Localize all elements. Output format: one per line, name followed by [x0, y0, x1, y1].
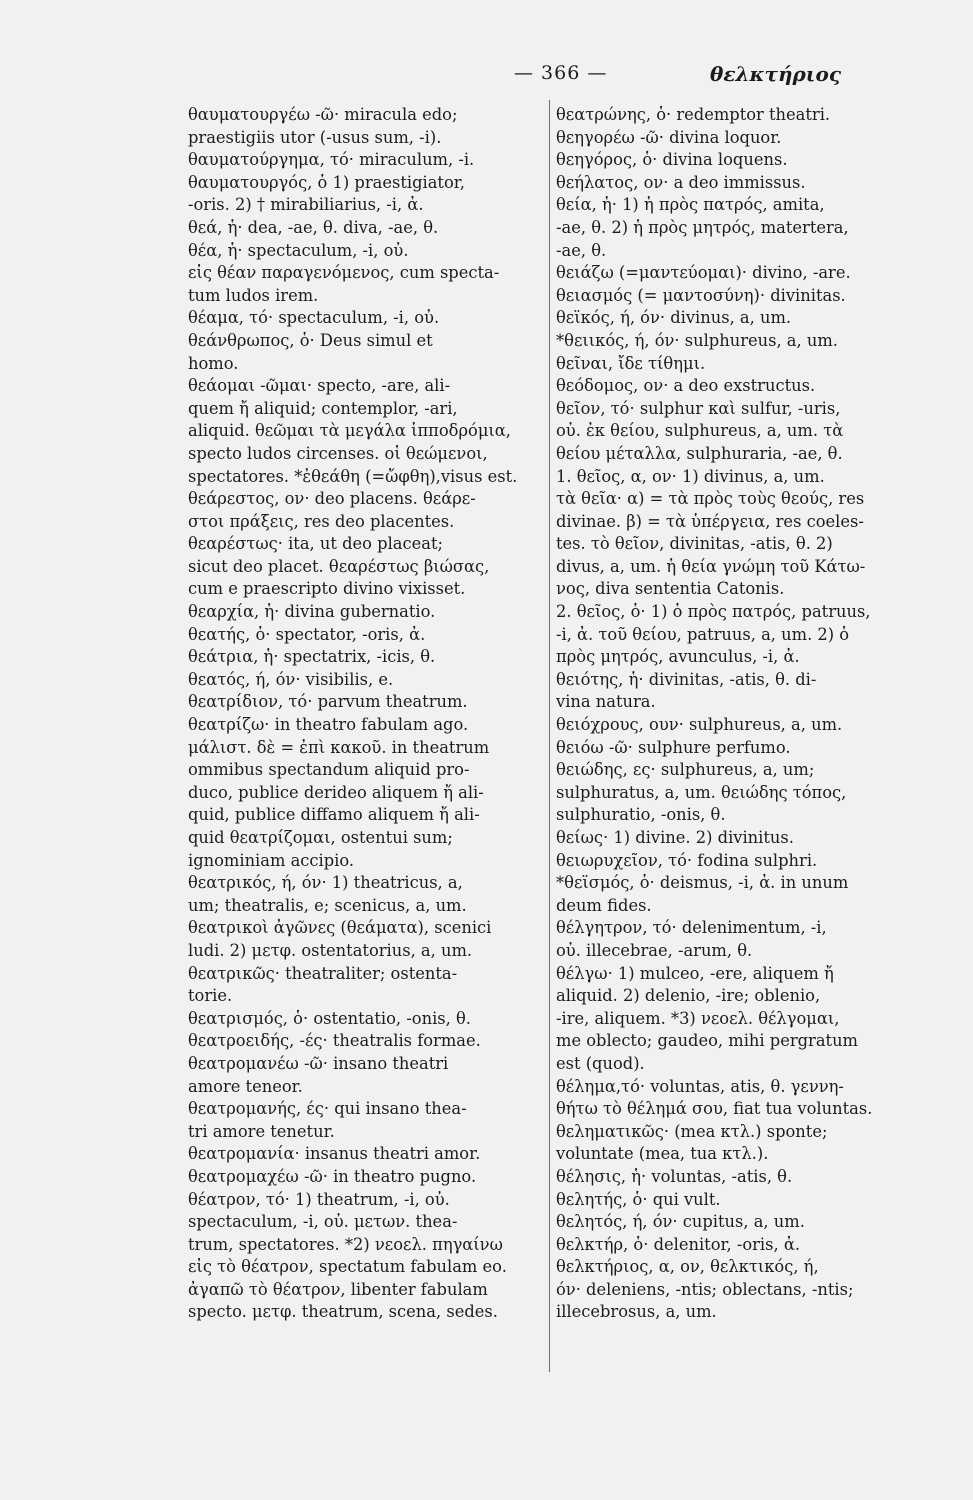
dictionary-line: θήτω τὸ θέλημά σου, fiat tua voluntas. — [556, 1099, 873, 1119]
dictionary-line: θέαμα, τό· spectaculum, -i, οὐ. — [188, 308, 440, 328]
dictionary-line: θεατρίδιον, τό· parvum theatrum. — [188, 692, 468, 712]
dictionary-line: me oblecto; gaudeo, mihi pergratum — [556, 1031, 858, 1051]
dictionary-line: θελητής, ὁ· qui vult. — [556, 1189, 721, 1209]
dictionary-line: θειόω -ῶ· sulphure perfumo. — [556, 737, 791, 757]
dictionary-line: όν· deleniens, -ntis; oblectans, -ntis; — [556, 1279, 854, 1299]
dictionary-line: θαυματουργέω -ῶ· miracula edo; — [188, 105, 458, 124]
dictionary-line: *θειικός, ή, όν· sulphureus, a, um. — [556, 330, 838, 350]
dictionary-line: θειόχρους, ουν· sulphureus, a, um. — [556, 715, 843, 735]
dictionary-line: θείως· 1) divine. 2) divinitus. — [556, 828, 794, 847]
dictionary-line: ludi. 2) μετφ. ostentatorius, a, um. — [188, 940, 473, 960]
dictionary-line: -oris. 2) † mirabiliarius, -i, ἀ. — [188, 195, 424, 215]
dictionary-line: voluntate (mea, tua κτλ.). — [556, 1144, 769, 1164]
dictionary-line: divus, a, um. ἡ θεία γνώμη τοῦ Κάτω- — [556, 556, 866, 576]
dictionary-line: θελκτήριος, α, ον, θελκτικός, ή, — [556, 1257, 819, 1277]
dictionary-line: θελκτήρ, ὁ· delenitor, -oris, ἀ. — [556, 1234, 801, 1254]
dictionary-line: θεαρέστως· ita, ut deo placeat; — [188, 534, 443, 554]
dictionary-line: οὐ. illecebrae, -arum, θ. — [556, 940, 753, 960]
dictionary-line: εἰς τὸ θέατρον, spectatum fabulam eo. — [188, 1257, 507, 1277]
dictionary-line: εἰς θέαν παραγενόμενος, cum specta- — [188, 263, 500, 283]
dictionary-line: spectatores. *ἐθεάθη (=ὤφθη),visus est. — [188, 466, 518, 486]
dictionary-line: θεατρικός, ή, όν· 1) theatricus, a, — [188, 873, 463, 893]
dictionary-line: -ae, θ. 2) ἡ πρὸς μητρός, matertera, — [556, 217, 849, 237]
dictionary-line: θαυματούργημα, τό· miraculum, -i. — [188, 150, 475, 170]
dictionary-line: θέλγω· 1) mulceo, -ere, aliquem ἤ — [556, 963, 834, 983]
dictionary-line: 1. θεῖος, α, ον· 1) divinus, a, um. — [556, 466, 825, 486]
dictionary-line: sulphuratio, -onis, θ. — [556, 805, 726, 825]
dictionary-line: duco, publice derideo aliquem ἤ ali- — [188, 782, 484, 802]
dictionary-line: θέα, ἡ· spectaculum, -i, οὐ. — [188, 240, 409, 260]
dictionary-line: praestigiis utor (-usus sum, -i). — [188, 127, 442, 147]
dictionary-line: quid θεατρίζομαι, ostentui sum; — [188, 828, 453, 847]
dictionary-line: illecebrosus, a, um. — [556, 1302, 717, 1322]
dictionary-line: sulphuratus, a, um. θειώδης τόπος, — [556, 782, 847, 802]
dictionary-line: θειάζω (=μαντεύομαι)· divino, -are. — [556, 263, 851, 283]
dictionary-line: θεῖναι, ἴδε τίθημι. — [556, 353, 706, 373]
dictionary-line: θέλημα,τό· voluntas, atis, θ. γεννη- — [556, 1076, 844, 1096]
dictionary-line: aliquid. 2) delenio, -ire; oblenio, — [556, 986, 821, 1006]
dictionary-line: θειώδης, ες· sulphureus, a, um; — [556, 760, 815, 780]
dictionary-line: quem ἤ aliquid; contemplor, -ari, — [188, 398, 458, 418]
dictionary-line: homo. — [188, 353, 239, 373]
left-column — [188, 104, 544, 1324]
dictionary-line: θεατός, ή, όν· visibilis, e. — [188, 669, 394, 689]
dictionary-line: θεάρεστος, ον· deo placens. θεάρε- — [188, 489, 476, 509]
dictionary-line: θεάνθρωπος, ὁ· Deus simul et — [188, 330, 433, 350]
dictionary-line: θεατρικῶς· theatraliter; ostenta- — [188, 963, 458, 983]
dictionary-line: θεατρομανής, ές· qui insano thea- — [188, 1099, 467, 1119]
dictionary-line: trum, spectatores. *2) νεοελ. πηγαίνω — [188, 1234, 503, 1254]
dictionary-line: -i, ἀ. τοῦ θείου, patruus, a, um. 2) ὁ — [556, 624, 850, 644]
dictionary-line: θεάτρια, ἡ· spectatrix, -icis, θ. — [188, 647, 436, 667]
right-column — [556, 104, 948, 1324]
dictionary-line: specto. μετφ. theatrum, scena, sedes. — [188, 1302, 498, 1322]
dictionary-line: νος, diva sententia Catonis. — [556, 579, 785, 599]
dictionary-line: vina natura. — [556, 692, 656, 712]
dictionary-line: torie. — [188, 986, 233, 1006]
dictionary-line: θεατρώνης, ὁ· redemptor theatri. — [556, 105, 831, 124]
dictionary-line: θεατρισμός, ὁ· ostentatio, -onis, θ. — [188, 1008, 471, 1028]
dictionary-line: θεόδομος, ον· a deo exstructus. — [556, 376, 816, 396]
dictionary-line: θεά, ἡ· dea, -ae, θ. diva, -ae, θ. — [188, 217, 439, 237]
dictionary-line: θεϊκός, ή, όν· divinus, a, um. — [556, 308, 792, 328]
dictionary-line: θαυματουργός, ὁ 1) praestigiator, — [188, 172, 465, 192]
dictionary-line: divinae. β) = τὰ ὑπέργεια, res coeles- — [556, 511, 864, 531]
dictionary-line: θεῖον, τό· sulphur καὶ sulfur, -uris, — [556, 398, 841, 418]
dictionary-line: quid, publice diffamo aliquem ἤ ali- — [188, 805, 480, 825]
dictionary-line: θεάομαι -ῶμαι· specto, -are, ali- — [188, 376, 451, 396]
dictionary-line: μάλιστ. δὲ = ἐπὶ κακοῦ. in theatrum — [188, 737, 490, 757]
dictionary-line: ommibus spectandum aliquid pro- — [188, 760, 470, 780]
dictionary-line: θεατής, ὁ· spectator, -oris, ἀ. — [188, 624, 426, 644]
dictionary-line: θεατρομαχέω -ῶ· in theatro pugno. — [188, 1166, 477, 1186]
dictionary-line: tum ludos irem. — [188, 285, 319, 305]
dictionary-line: οὐ. ἐκ θείου, sulphureus, a, um. τὰ — [556, 421, 844, 441]
dictionary-line: -ae, θ. — [556, 240, 607, 260]
dictionary-line: sicut deo placet. θεαρέστως βιώσας, — [188, 556, 490, 576]
dictionary-line: tri amore tenetur. — [188, 1121, 335, 1141]
dictionary-line: θεληματικῶς· (mea κτλ.) sponte; — [556, 1121, 828, 1141]
dictionary-line: θεατρομανία· insanus theatri amor. — [188, 1144, 481, 1164]
dictionary-line: θεηγόρος, ὁ· divina loquens. — [556, 150, 788, 170]
dictionary-line: θεία, ἡ· 1) ἡ πρὸς πατρός, amita, — [556, 195, 825, 215]
running-head: θελκτήριος — [710, 62, 842, 86]
dictionary-line: θειωρυχεῖον, τό· fodina sulphri. — [556, 850, 818, 870]
page-number: — 366 — — [514, 62, 608, 84]
dictionary-line: θεαρχία, ἡ· divina gubernatio. — [188, 602, 436, 622]
dictionary-line: θεατρίζω· in theatro fabulam ago. — [188, 715, 469, 735]
dictionary-line: θεατρομανέω -ῶ· insano theatri — [188, 1053, 449, 1073]
dictionary-line: στοι πράξεις, res deo placentes. — [188, 511, 455, 531]
dictionary-line: tes. τὸ θεῖον, divinitas, -atis, θ. 2) — [556, 534, 833, 554]
dictionary-line: est (quod). — [556, 1053, 645, 1073]
dictionary-line: ignominiam accipio. — [188, 850, 355, 870]
dictionary-line: θεήλατος, ον· a deo immissus. — [556, 172, 806, 192]
dictionary-line: θελητός, ή, όν· cupitus, a, um. — [556, 1212, 805, 1232]
dictionary-line: θεατρικοὶ ἀγῶνες (θεάματα), scenici — [188, 918, 492, 938]
dictionary-line: um; theatralis, e; scenicus, a, um. — [188, 895, 467, 915]
dictionary-line: deum fides. — [556, 895, 652, 915]
column-divider — [549, 100, 550, 1372]
dictionary-line: θειότης, ἡ· divinitas, -atis, θ. di- — [556, 669, 817, 689]
page-header — [0, 62, 973, 92]
dictionary-line: 2. θεῖος, ὁ· 1) ὁ πρὸς πατρός, patruus, — [556, 602, 871, 622]
dictionary-line: θειασμός (= μαντοσύνη)· divinitas. — [556, 285, 846, 305]
dictionary-line: τὰ θεῖα· α) = τὰ πρὸς τοὺς θεούς, res — [556, 489, 865, 509]
dictionary-line: θεηγορέω -ῶ· divina loquor. — [556, 127, 782, 147]
dictionary-line: cum e praescripto divino vixisset. — [188, 579, 466, 599]
dictionary-line: θέλγητρον, τό· delenimentum, -i, — [556, 918, 827, 938]
dictionary-line: θείου μέταλλα, sulphuraria, -ae, θ. — [556, 443, 843, 463]
dictionary-line: amore teneor. — [188, 1076, 303, 1096]
dictionary-line: -ire, aliquem. *3) νεοελ. θέλγομαι, — [556, 1008, 840, 1028]
dictionary-line: ἀγαπῶ τὸ θέατρον, libenter fabulam — [188, 1279, 488, 1299]
dictionary-line: θέλησις, ἡ· voluntas, -atis, θ. — [556, 1166, 793, 1186]
dictionary-line: πρὸς μητρός, avunculus, -i, ἀ. — [556, 647, 800, 667]
dictionary-line: specto ludos circenses. οἱ θεώμενοι, — [188, 443, 488, 463]
dictionary-line: θεατροειδής, -ές· theatralis formae. — [188, 1031, 481, 1051]
dictionary-line: aliquid. θεῶμαι τὰ μεγάλα ἱπποδρόμια, — [188, 421, 511, 441]
dictionary-line: θέατρον, τό· 1) theatrum, -i, οὐ. — [188, 1189, 450, 1209]
dictionary-line: *θεϊσμός, ὁ· deismus, -i, ἀ. in unum — [556, 873, 849, 893]
dictionary-line: spectaculum, -i, οὐ. μετων. thea- — [188, 1212, 458, 1232]
